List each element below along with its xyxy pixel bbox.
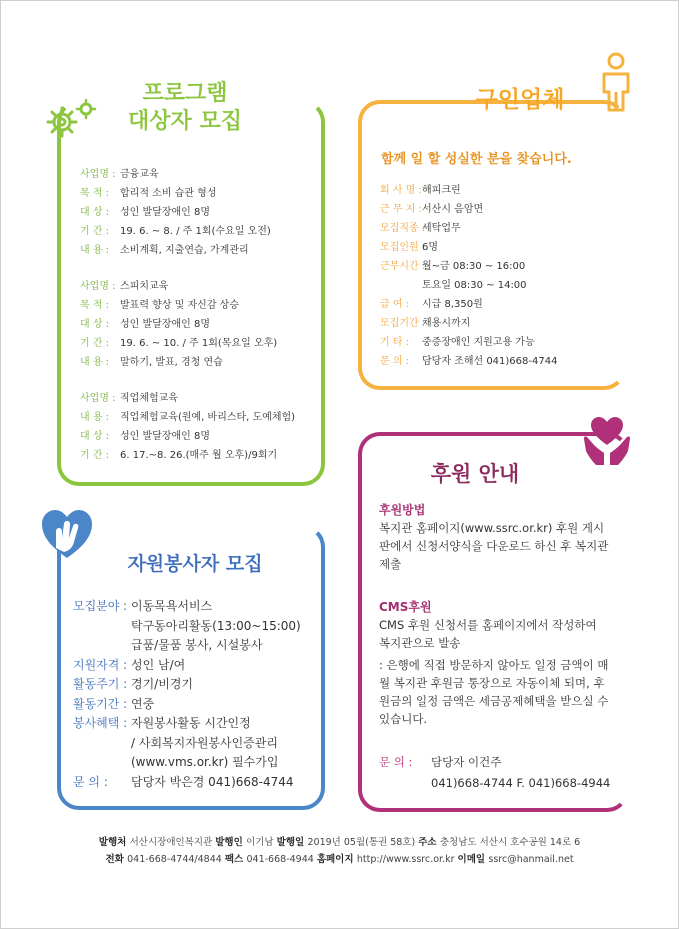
job-details <box>380 181 557 371</box>
row-label: 모집분야 : <box>73 599 128 613</box>
row-label <box>73 734 131 754</box>
row-label: 기 간 : <box>80 450 110 461</box>
job-row <box>380 181 557 200</box>
program-row <box>80 222 295 241</box>
row-value: 월~금 08:30 ~ 16:00 <box>422 261 526 272</box>
row-label: 사업명 : <box>80 393 116 404</box>
row-label: 문 의 : <box>380 356 410 367</box>
job-row <box>380 352 557 371</box>
row-label: 기 간 : <box>80 338 110 349</box>
row-value: 금융교육 <box>120 169 159 180</box>
row-value: 발표력 향상 및 자신감 상승 <box>120 300 239 311</box>
program-row <box>80 353 295 372</box>
program-list <box>80 165 295 465</box>
row-value: 담당자 박은경 041)668-4744 <box>131 774 294 789</box>
row-label: 활동기간 : <box>73 696 128 711</box>
row-value: 탁구동아리활동(13:00~15:00) <box>131 618 301 633</box>
job-row <box>380 200 557 219</box>
contact-line2: 041)668-4744 F. 041)668-4944 <box>431 776 611 790</box>
program-row <box>80 389 295 408</box>
row-value: 6명 <box>422 242 439 253</box>
row-label: 지원자격 : <box>73 657 128 672</box>
footer-value: 041-668-4744/4844 <box>127 854 225 865</box>
footer-value: ssrc@hanmail.net <box>488 854 574 865</box>
footer-value: 이기남 <box>246 837 277 848</box>
volunteer-row <box>73 675 301 695</box>
row-label: 기 타 : <box>380 337 410 348</box>
row-label: 대 상 : <box>80 319 110 330</box>
title-line: 프로그램 <box>142 81 228 106</box>
gears-icon <box>44 98 100 140</box>
row-value: (www.vms.or.kr) 필수가입 <box>131 755 279 769</box>
donation-contact <box>379 752 610 794</box>
row-label: 내 용 : <box>80 412 110 423</box>
row-label: 기 간 : <box>80 226 110 237</box>
row-label: 근무시간 : <box>380 261 426 272</box>
contact-label: 문 의 : <box>379 755 413 769</box>
program-row <box>80 241 295 260</box>
footer-value: 충청남도 서산시 호수공원 14로 6 <box>439 837 581 848</box>
row-label: 활동주기 : <box>73 677 128 691</box>
footer-value: http://www.ssrc.or.kr <box>356 854 458 865</box>
row-value: 합리적 소비 습관 형성 <box>120 188 217 199</box>
row-value: 직업체험교육(원예, 바리스타, 도예체험) <box>120 412 296 423</box>
hand-heart-icon <box>40 508 94 564</box>
row-label <box>73 617 131 637</box>
footer-key: 발행일 <box>276 837 308 848</box>
volunteer-row <box>73 714 301 734</box>
volunteer-row <box>73 636 301 656</box>
footer-contact-line <box>0 851 679 865</box>
volunteer-title: 자원봉사자 모집 <box>127 553 263 575</box>
footer-key: 발행인 <box>215 837 247 848</box>
cms-text: CMS 후원 신청서를 홈페이지에서 작성하여 복지관으로 발송 <box>379 618 597 650</box>
row-label <box>73 753 131 773</box>
row-label: 사업명 : <box>80 281 116 292</box>
row-value: 성인 발달장애인 8명 <box>120 431 210 442</box>
footer-key: 홈페이지 <box>316 854 357 865</box>
job-row <box>380 276 557 295</box>
cms-heading: CMS후원 <box>379 600 432 614</box>
row-value: 이동목욕서비스 <box>131 599 213 613</box>
footer-key: 발행처 <box>98 837 130 848</box>
contact-row <box>379 773 610 794</box>
footer-publisher-line <box>0 834 679 848</box>
job-subtitle: 함께 일 할 성실한 분을 찾습니다. <box>381 152 572 167</box>
program-row <box>80 446 295 465</box>
contact-line1: 담당자 이건주 <box>431 755 502 769</box>
row-value: 연중 <box>131 696 155 711</box>
row-value: 세탁업무 <box>422 223 461 234</box>
row-label: 모집기간 : <box>380 318 426 329</box>
footer-value: 서산시장애인복지관 <box>129 837 216 848</box>
row-value: 채용시까지 <box>422 318 471 329</box>
row-value: 서산시 음암면 <box>422 204 484 215</box>
job-row <box>380 219 557 238</box>
row-value: 시급 8,350원 <box>422 299 483 310</box>
person-icon <box>598 52 634 112</box>
row-value: 19. 6. ~ 10. / 주 1회(목요일 오후) <box>120 338 278 349</box>
row-label: 내 용 : <box>80 245 110 256</box>
program-row <box>80 315 295 334</box>
row-value: 성인 발달장애인 8명 <box>120 319 210 330</box>
row-label: 목 적 : <box>80 300 110 311</box>
row-value: 성인 발달장애인 8명 <box>120 207 210 218</box>
footer-value: 2019년 05월(통권 58호) <box>307 837 419 848</box>
row-label: 목 적 : <box>80 188 110 199</box>
row-value: 소비계획, 지출연습, 가계관리 <box>120 245 249 256</box>
volunteer-row <box>73 695 301 715</box>
row-label: 문 의 : <box>73 774 108 789</box>
row-value: 급품/물품 봉사, 시설봉사 <box>131 638 263 652</box>
program-row <box>80 427 295 446</box>
row-label: 급 여 : <box>380 299 410 310</box>
row-label: 회 사 명 : <box>380 185 422 196</box>
donation-method <box>379 501 609 573</box>
row-value: / 사회복지자원봉사인증관리 <box>131 735 278 750</box>
row-value: 스피치교육 <box>120 281 169 292</box>
footer-value: 041-668-4944 <box>246 854 317 865</box>
donation-note: : 은행에 직접 방문하지 않아도 일정 금액이 매월 복지관 후원금 통장으로 자동이체 되며, 후원금의 일정 금액은 세금공제혜택을 받으실 수 있습니다. <box>379 658 609 726</box>
row-label: 모집직종 : <box>380 223 426 234</box>
program-row <box>80 408 295 427</box>
program-row <box>80 334 295 353</box>
row-value: 중증장애인 지원고용 가능 <box>422 337 535 348</box>
row-label <box>380 276 422 295</box>
row-label: 대 상 : <box>80 431 110 442</box>
row-value: 경기/비경기 <box>131 677 194 691</box>
program-row <box>80 296 295 315</box>
method-text: 복지관 홈페이지(www.ssrc.or.kr) 후원 게시판에서 신청서양식을 다운로드 하신 후 복지관 제출 <box>379 521 609 571</box>
row-value: 19. 6. ~ 8. / 주 1회(수요일 오전) <box>120 226 271 237</box>
donation-title: 후원 안내 <box>430 462 520 486</box>
footer-key: 전화 <box>105 854 128 865</box>
program-gap <box>80 260 295 277</box>
row-label: 내 용 : <box>80 357 110 368</box>
volunteer-row <box>73 617 301 637</box>
title-line: 대상자 모집 <box>128 108 242 134</box>
program-gap <box>80 372 295 389</box>
row-label: 근 무 지 : <box>380 204 422 215</box>
program-row <box>80 184 295 203</box>
program-row <box>80 277 295 296</box>
row-label: 사업명 : <box>80 169 116 180</box>
row-value: 토요일 08:30 ~ 14:00 <box>422 280 527 291</box>
row-value: 성인 남/여 <box>131 657 186 672</box>
volunteer-row <box>73 734 301 754</box>
row-value: 해피크린 <box>422 185 461 196</box>
row-value: 자원봉사활동 시간인정 <box>131 716 251 730</box>
job-title: 구인업체 <box>475 87 565 113</box>
volunteer-row <box>73 753 301 773</box>
footer-key: 이메일 <box>457 854 489 865</box>
row-label <box>73 636 131 656</box>
row-label: 봉사혜택 : <box>73 716 128 730</box>
row-label: 대 상 : <box>80 207 110 218</box>
row-label: 모집인원 : <box>380 242 426 253</box>
method-heading: 후원방법 <box>379 503 426 517</box>
row-value: 6. 17.~8. 26.(매주 월 오후)/9회기 <box>120 450 278 461</box>
volunteer-row <box>73 597 301 617</box>
program-recruit-title <box>110 80 260 135</box>
row-value: 직업체험교육 <box>120 393 178 404</box>
row-value: 말하기, 발표, 경청 연습 <box>120 357 223 368</box>
job-row <box>380 257 557 276</box>
program-row <box>80 203 295 222</box>
volunteer-details <box>73 597 301 792</box>
donation-cms <box>379 598 609 652</box>
row-value: 담당자 조해선 041)668-4744 <box>422 356 558 367</box>
program-row <box>80 165 295 184</box>
job-row <box>380 238 557 257</box>
volunteer-row <box>73 773 301 793</box>
heart-hands-icon <box>582 415 632 467</box>
contact-label-empty <box>379 773 431 794</box>
contact-row <box>379 752 610 773</box>
footer-key: 주소 <box>418 837 440 848</box>
job-row <box>380 333 557 352</box>
footer-key: 팩스 <box>224 854 247 865</box>
job-row <box>380 314 557 333</box>
job-row <box>380 295 557 314</box>
volunteer-row <box>73 656 301 676</box>
